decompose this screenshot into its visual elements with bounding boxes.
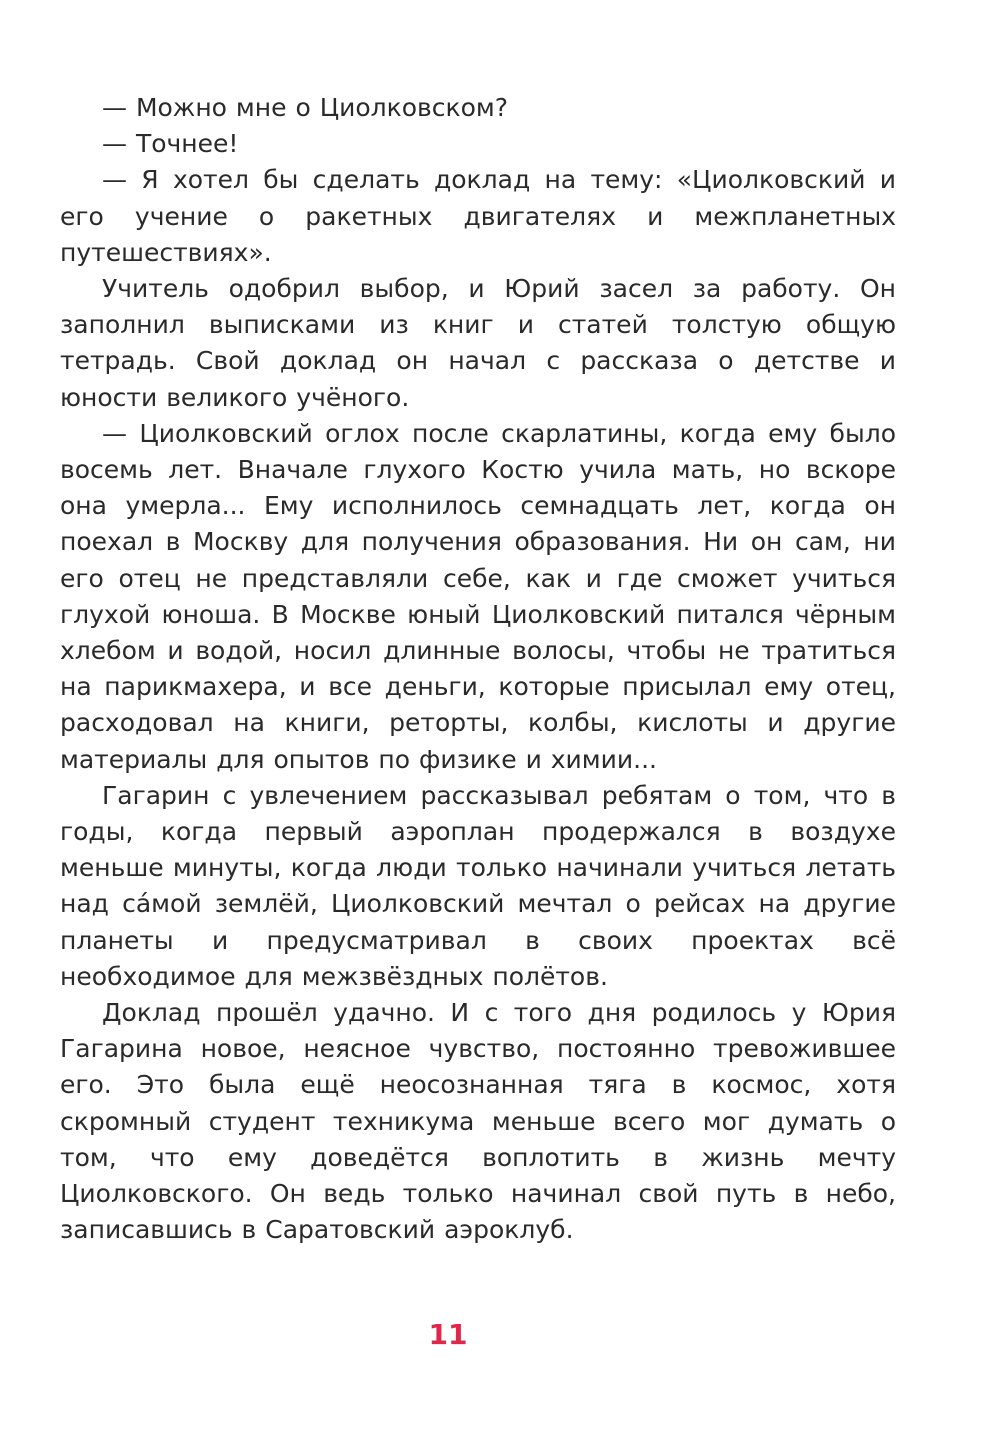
paragraph-dialogue-3: — Я хотел бы сделать доклад на тему: «Циолковский и его учение о ракетных двигателях и межпланетных путешествиях». [60,165,896,267]
paragraph-tsiolkovsky-biography: — Циолковский оглох после скарлатины, когда ему было восемь лет. Вначале глухого Костю учила мать, но вскоре она умерла... Ему исполнилось семнадцать лет, когда он поехал в Москву для получения образования. Ни он сам, ни его отец не представляли себе, как и где сможет учиться глухой юноша. В Москве юный Циолковский питался чёрным хлебом и водой, носил длинные волосы, чтобы не тратиться на парикмахера, и все деньги, которые присылал ему отец, расходовал на книги, реторты, колбы, кислоты и другие материалы для опытов по физике и химии... [60,418,896,774]
paragraph-report-success: Доклад прошёл удачно. И с того дня родилось у Юрия Гагарина новое, неясное чувство, постоянно тревожившее его. Это была ещё неосознанная тяга в космос, хотя скромный студент техникума меньше всего мог думать о том, что ему доведётся воплотить в жизнь мечту Циолковского. Он ведь только начинал свой путь в небо, записавшись в Саратовский аэроклуб. [60,998,896,1245]
paragraph-gagarin-story: Гагарин с увлечением рассказывал ребятам о том, что в годы, когда первый аэроплан продержался в воздухе меньше минуты, когда люди только начинали учиться летать над са́мой землёй, Циолковский мечтал о рейсах на другие планеты и предусматривал в своих проектах всё необходимое для межзвёздных полётов. [60,780,896,991]
paragraph-teacher-approved: Учитель одобрил выбор, и Юрий засел за работу. Он заполнил выписками из книг и статей толстую общую тетрадь. Свой доклад он начал с рассказа о детстве и юности великого учёного. [60,274,896,412]
paragraph-dialogue-2: — Точнее! [102,129,239,159]
page-number: 11 [428,1318,468,1351]
body-text [60,90,896,1249]
paragraph-dialogue-1: — Можно мне о Циолковском? [102,93,509,122]
